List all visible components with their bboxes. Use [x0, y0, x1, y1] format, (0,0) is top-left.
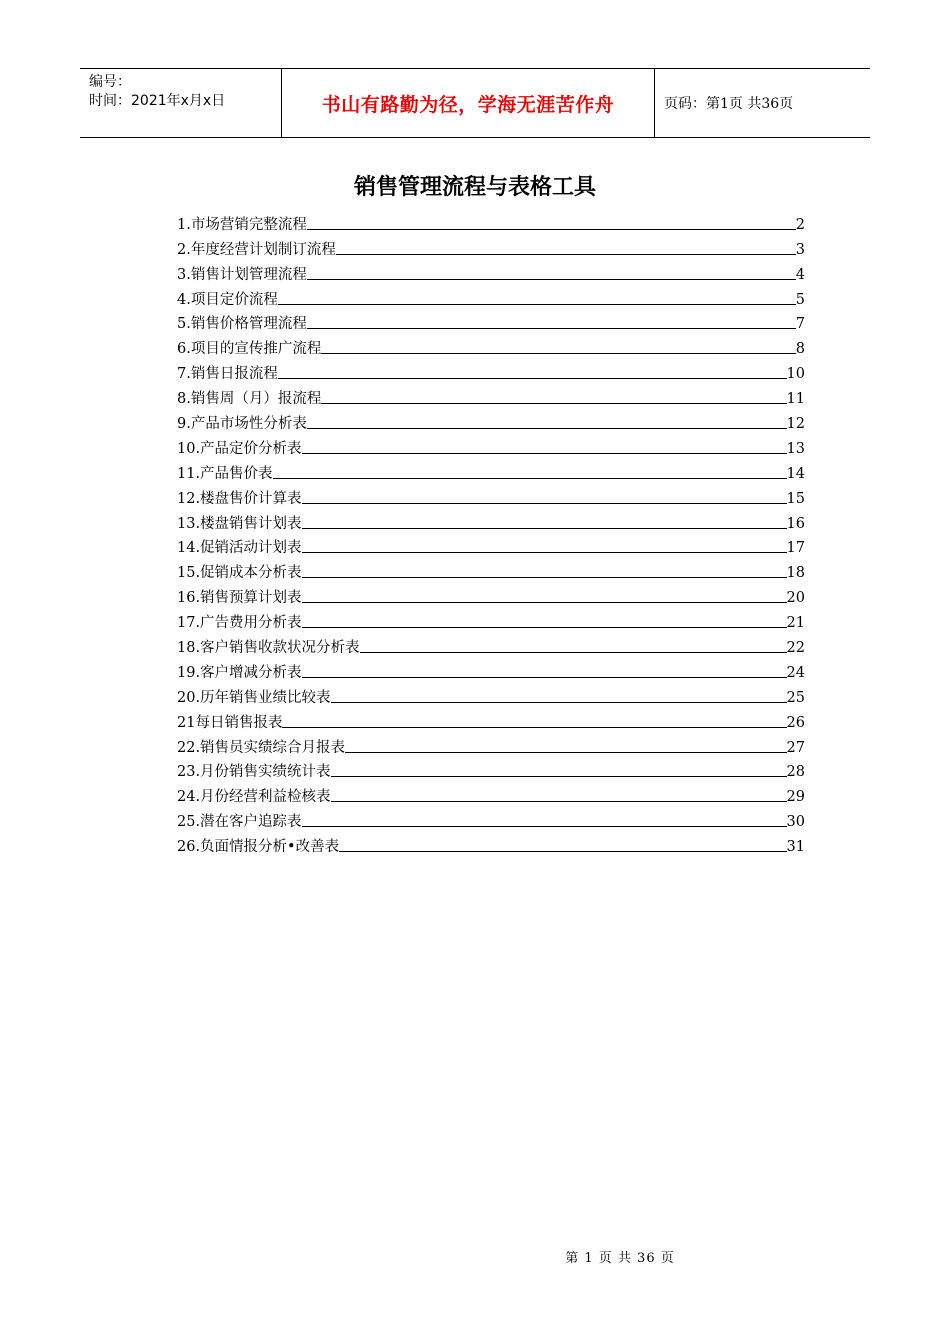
toc-entry[interactable] — [177, 657, 805, 682]
toc-leader-line — [345, 752, 786, 753]
toc-leader-line — [302, 627, 787, 628]
toc-entry[interactable] — [177, 483, 805, 508]
toc-entry-label: 21每日销售报表 — [177, 714, 283, 731]
toc-entry-page: 29 — [786, 789, 805, 806]
toc-entry-label: 14.促销活动计划表 — [177, 540, 302, 557]
toc-entry-page: 30 — [786, 814, 805, 831]
toc-entry-label: 23.月份销售实绩统计表 — [177, 764, 331, 781]
page-footer: 第 1 页 共 36 页 — [565, 1251, 675, 1266]
toc-leader-line — [331, 801, 787, 802]
toc-entry-label: 8.销售周（月）报流程 — [177, 391, 322, 408]
toc-entry[interactable] — [177, 458, 805, 483]
toc-leader-line — [302, 826, 787, 827]
toc-leader-line — [336, 254, 796, 255]
toc-entry[interactable] — [177, 383, 805, 408]
toc-entry-label: 18.客户销售收款状况分析表 — [177, 640, 360, 657]
toc-leader-line — [282, 727, 786, 728]
toc-entry-page: 7 — [795, 316, 805, 333]
toc-leader-line — [307, 328, 796, 329]
toc-entry-label: 4.项目定价流程 — [177, 291, 278, 308]
toc-entry[interactable] — [177, 234, 805, 259]
toc-leader-line — [302, 503, 787, 504]
toc-entry-page: 20 — [786, 590, 805, 607]
toc-leader-line — [307, 428, 787, 429]
toc-entry-page: 3 — [795, 241, 805, 258]
toc-entry-label: 5.销售价格管理流程 — [177, 316, 307, 333]
toc-entry[interactable] — [177, 259, 805, 284]
toc-entry-label: 10.产品定价分析表 — [177, 440, 302, 457]
table-of-contents — [177, 209, 805, 856]
toc-entry[interactable] — [177, 358, 805, 383]
toc-entry-page: 27 — [786, 739, 805, 756]
toc-entry-label: 7.销售日报流程 — [177, 366, 278, 383]
toc-leader-line — [302, 453, 787, 454]
toc-entry[interactable] — [177, 757, 805, 782]
toc-entry-page: 28 — [786, 764, 805, 781]
toc-entry-label: 19.客户增减分析表 — [177, 664, 302, 681]
toc-entry[interactable] — [177, 781, 805, 806]
toc-entry-label: 17.广告费用分析表 — [177, 615, 302, 632]
toc-entry-label: 12.楼盘售价计算表 — [177, 490, 302, 507]
toc-leader-line — [360, 652, 787, 653]
toc-entry-label: 11.产品售价表 — [177, 465, 273, 482]
toc-entry-page: 25 — [786, 689, 805, 706]
toc-leader-line — [331, 776, 787, 777]
toc-entry-label: 26.负面情报分析•改善表 — [177, 839, 340, 856]
toc-entry[interactable] — [177, 433, 805, 458]
number-label: 编号： — [89, 74, 131, 90]
page-header — [80, 68, 870, 138]
toc-entry-label: 15.促销成本分析表 — [177, 565, 302, 582]
header-motto: 书山有路勤为径，学海无涯苦作舟 — [282, 69, 655, 137]
toc-leader-line — [339, 851, 786, 852]
toc-entry-page: 22 — [786, 640, 805, 657]
toc-entry-page: 14 — [786, 465, 805, 482]
toc-leader-line — [302, 677, 787, 678]
toc-leader-line — [273, 478, 787, 479]
toc-entry[interactable] — [177, 508, 805, 533]
toc-entry[interactable] — [177, 831, 805, 856]
toc-entry[interactable] — [177, 333, 805, 358]
toc-entry-page: 17 — [786, 540, 805, 557]
time-label: 时间：2021年x月x日 — [89, 93, 226, 109]
toc-entry-label: 16.销售预算计划表 — [177, 590, 302, 607]
toc-entry-label: 9.产品市场性分析表 — [177, 416, 307, 433]
toc-leader-line — [278, 304, 796, 305]
toc-entry[interactable] — [177, 632, 805, 657]
toc-entry[interactable] — [177, 607, 805, 632]
toc-leader-line — [331, 702, 787, 703]
toc-entry[interactable] — [177, 582, 805, 607]
toc-leader-line — [307, 279, 796, 280]
toc-entry-label: 20.历年销售业绩比较表 — [177, 689, 331, 706]
toc-entry-label: 2.年度经营计划制订流程 — [177, 241, 336, 258]
toc-entry-page: 21 — [786, 615, 805, 632]
toc-entry-label: 24.月份经营利益检核表 — [177, 789, 331, 806]
toc-entry-label: 22.销售员实绩综合月报表 — [177, 739, 346, 756]
toc-entry-page: 26 — [786, 714, 805, 731]
toc-entry-page: 24 — [786, 664, 805, 681]
toc-entry[interactable] — [177, 732, 805, 757]
toc-entry-page: 15 — [786, 490, 805, 507]
toc-entry-page: 5 — [795, 291, 805, 308]
toc-entry-label: 3.销售计划管理流程 — [177, 266, 307, 283]
toc-entry[interactable] — [177, 557, 805, 582]
toc-entry-page: 8 — [795, 341, 805, 358]
toc-entry[interactable] — [177, 284, 805, 309]
toc-leader-line — [278, 378, 787, 379]
header-meta — [80, 69, 282, 137]
toc-leader-line — [321, 353, 795, 354]
toc-entry-page: 31 — [786, 839, 805, 856]
toc-entry-label: 13.楼盘销售计划表 — [177, 515, 302, 532]
toc-entry-page: 4 — [795, 266, 805, 283]
toc-entry-page: 12 — [786, 416, 805, 433]
toc-entry[interactable] — [177, 408, 805, 433]
toc-entry-page: 13 — [786, 440, 805, 457]
toc-entry-page: 18 — [786, 565, 805, 582]
toc-leader-line — [307, 229, 796, 230]
toc-entry[interactable] — [177, 209, 805, 234]
toc-leader-line — [302, 602, 787, 603]
toc-entry[interactable] — [177, 707, 805, 732]
toc-entry-page: 2 — [795, 216, 805, 233]
toc-entry-label: 1.市场营销完整流程 — [177, 216, 307, 233]
toc-entry[interactable] — [177, 309, 805, 334]
toc-entry[interactable] — [177, 533, 805, 558]
document-title: 销售管理流程与表格工具 — [353, 175, 596, 200]
toc-leader-line — [302, 552, 787, 553]
toc-entry-label: 25.潜在客户追踪表 — [177, 814, 302, 831]
header-page-info: 页码：第1页 共36页 — [664, 96, 794, 112]
toc-entry[interactable] — [177, 806, 805, 831]
toc-entry-page: 10 — [786, 366, 805, 383]
toc-leader-line — [302, 577, 787, 578]
toc-entry[interactable] — [177, 682, 805, 707]
toc-leader-line — [321, 403, 786, 404]
toc-entry-label: 6.项目的宣传推广流程 — [177, 341, 322, 358]
toc-entry-page: 11 — [786, 391, 805, 408]
toc-entry-page: 16 — [786, 515, 805, 532]
toc-leader-line — [302, 528, 787, 529]
